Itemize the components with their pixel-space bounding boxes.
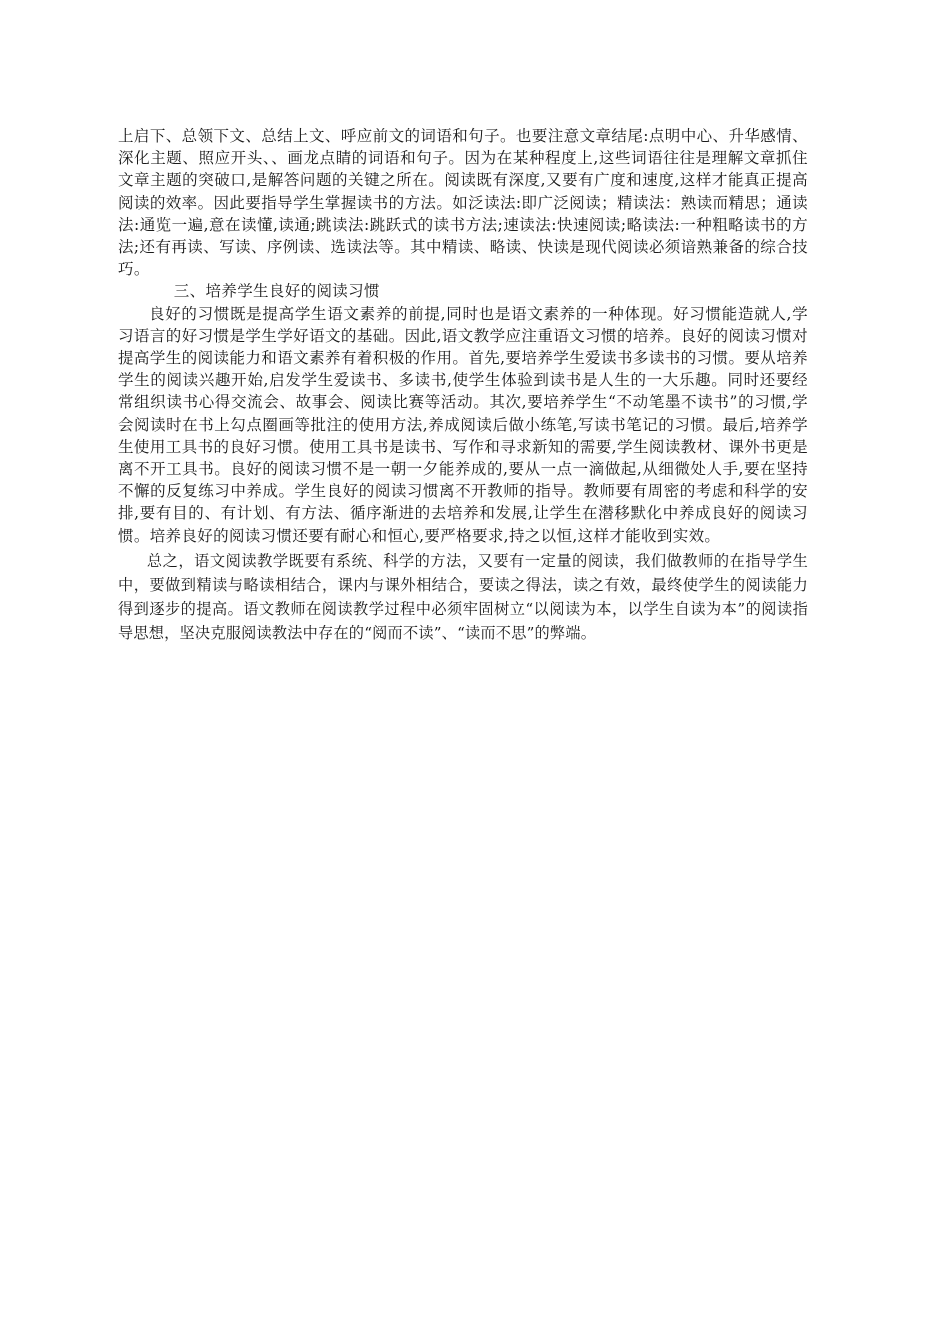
- paragraph-conclusion: 总之，语文阅读教学既要有系统、科学的方法，又要有一定量的阅读，我们做教师的在指导学生中，要做到精读与略读相结合，课内与课外相结合，要读之得法，读之有效，最终使学生的阅读能力得到逐步的提高。语文教师在阅读教学过程中必须牢固树立“以阅读为本，以学生自读为本”的阅读指导思想，坚决克服阅读教法中存在的“阅而不读”、“读而不思”的弊端。: [118, 551, 808, 643]
- document-body: [118, 125, 808, 646]
- paragraph-reading-habits: 良好的习惯既是提高学生语文素养的前提,同时也是语文素养的一种体现。好习惯能造就人,学习语言的好习惯是学生学好语文的基础。因此,语文教学应注重语文习惯的培养。良好的阅读习惯对提高学生的阅读能力和语文素养有着积极的作用。首先,要培养学生爱读书多读书的习惯。要从培养学生的阅读兴趣开始,启发学生爱读书、多读书,使学生体验到读书是人生的一大乐趣。同时还要经常组织读书心得交流会、故事会、阅读比赛等活动。其次,要培养学生“不动笔墨不读书”的习惯,学会阅读时在书上勾点圈画等批注的使用方法,养成阅读后做小练笔,写读书笔记的习惯。最后,培养学生使用工具书的良好习惯。使用工具书是读书、写作和寻求新知的需要,学生阅读教材、课外书更是离不开工具书。良好的阅读习惯不是一朝一夕能养成的,要从一点一滴做起,从细微处人手,要在坚持不懈的反复练习中养成。学生良好的阅读习惯离不开教师的指导。教师要有周密的考虑和科学的安排,要有目的、有计划、有方法、循序渐进的去培养和发展,让学生在潜移默化中养成良好的阅读习惯。培养良好的阅读习惯还要有耐心和恒心,要严格要求,持之以恒,这样才能收到实效。: [118, 304, 808, 545]
- paragraph-reading-methods: 上启下、总领下文、总结上文、呼应前文的词语和句子。也要注意文章结尾:点明中心、升华感情、深化主题、照应开头、、画龙点睛的词语和句子。因为在某种程度上,这些词语往往是理解文章抓住文章主题的突破口,是解答问题的关键之所在。阅读既有深度,又要有广度和速度,这样才能真正提高阅读的效率。因此要指导学生掌握读书的方法。如泛读法:即广泛阅读；精读法：熟读而精思；通读法:通览一遍,意在读懂,读通;跳读法:跳跃式的读书方法;速读法:快速阅读;略读法:一种粗略读书的方法;还有再读、写读、序例读、选读法等。其中精读、略读、快读是现代阅读必须谙熟兼备的综合技巧。: [118, 127, 808, 279]
- section-heading-reading-habits: 三、培养学生良好的阅读习惯: [173, 282, 380, 301]
